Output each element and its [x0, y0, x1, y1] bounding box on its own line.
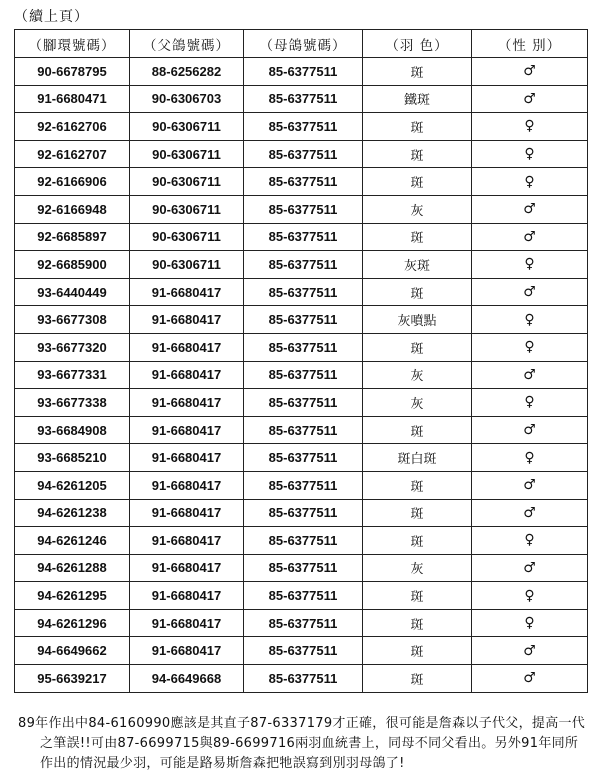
ring-number-cell: 93-6685210 [15, 444, 130, 472]
father-number-cell: 90-6306711 [130, 113, 244, 141]
father-number-cell: 90-6306703 [130, 85, 244, 113]
mother-number-cell: 85-6377511 [244, 168, 363, 196]
mother-number-cell: 85-6377511 [244, 195, 363, 223]
table-row [15, 333, 588, 361]
ring-number-cell: 94-6261238 [15, 499, 130, 527]
father-number-cell: 91-6680417 [130, 527, 244, 555]
mother-number-cell: 85-6377511 [244, 582, 363, 610]
feather-color-cell: 斑白斑 [363, 444, 472, 472]
father-number-cell: 91-6680417 [130, 306, 244, 334]
sex-cell: ♀ [472, 609, 588, 637]
father-number-cell: 91-6680417 [130, 609, 244, 637]
sex-cell: ♂ [472, 278, 588, 306]
ring-number-cell: 92-6166906 [15, 168, 130, 196]
mother-number-cell: 85-6377511 [244, 527, 363, 555]
mother-number-cell: 85-6377511 [244, 361, 363, 389]
column-header-sex: （性 別） [472, 30, 588, 58]
feather-color-cell: 灰 [363, 361, 472, 389]
feather-color-cell: 斑 [363, 140, 472, 168]
mother-number-cell: 85-6377511 [244, 306, 363, 334]
mother-number-cell: 85-6377511 [244, 113, 363, 141]
ring-number-cell: 94-6649662 [15, 637, 130, 665]
table-row [15, 140, 588, 168]
mother-number-cell: 85-6377511 [244, 58, 363, 86]
sex-cell: ♂ [472, 416, 588, 444]
table-row [15, 361, 588, 389]
feather-color-cell: 斑 [363, 527, 472, 555]
table-row [15, 58, 588, 86]
table-row [15, 471, 588, 499]
ring-number-cell: 95-6639217 [15, 665, 130, 693]
father-number-cell: 91-6680417 [130, 499, 244, 527]
mother-number-cell: 85-6377511 [244, 554, 363, 582]
ring-number-cell: 93-6440449 [15, 278, 130, 306]
feather-color-cell: 斑 [363, 665, 472, 693]
column-header-ring-number: （腳環號碼） [15, 30, 130, 58]
father-number-cell: 90-6306711 [130, 140, 244, 168]
father-number-cell: 90-6306711 [130, 195, 244, 223]
mother-number-cell: 85-6377511 [244, 140, 363, 168]
ring-number-cell: 92-6166948 [15, 195, 130, 223]
father-number-cell: 91-6680417 [130, 416, 244, 444]
sex-cell: ♂ [472, 471, 588, 499]
father-number-cell: 90-6306711 [130, 168, 244, 196]
footnote [18, 714, 588, 774]
ring-number-cell: 94-6261295 [15, 582, 130, 610]
mother-number-cell: 85-6377511 [244, 471, 363, 499]
table-row [15, 499, 588, 527]
sex-cell: ♀ [472, 306, 588, 334]
father-number-cell: 91-6680417 [130, 333, 244, 361]
ring-number-cell: 93-6677338 [15, 389, 130, 417]
column-header-father-number: （父鴿號碼） [130, 30, 244, 58]
table-row [15, 195, 588, 223]
feather-color-cell: 斑 [363, 637, 472, 665]
ring-number-cell: 92-6685900 [15, 251, 130, 279]
table-row [15, 389, 588, 417]
father-number-cell: 91-6680417 [130, 361, 244, 389]
feather-color-cell: 斑 [363, 416, 472, 444]
father-number-cell: 91-6680417 [130, 554, 244, 582]
feather-color-cell: 灰斑 [363, 251, 472, 279]
father-number-cell: 91-6680417 [130, 389, 244, 417]
mother-number-cell: 85-6377511 [244, 278, 363, 306]
ring-number-cell: 90-6678795 [15, 58, 130, 86]
mother-number-cell: 85-6377511 [244, 333, 363, 361]
mother-number-cell: 85-6377511 [244, 665, 363, 693]
sex-cell: ♂ [472, 665, 588, 693]
feather-color-cell: 斑 [363, 223, 472, 251]
sex-cell: ♂ [472, 637, 588, 665]
table-row [15, 665, 588, 693]
ring-number-cell: 93-6677320 [15, 333, 130, 361]
mother-number-cell: 85-6377511 [244, 499, 363, 527]
ring-number-cell: 91-6680471 [15, 85, 130, 113]
father-number-cell: 91-6680417 [130, 444, 244, 472]
ring-number-cell: 94-6261205 [15, 471, 130, 499]
mother-number-cell: 85-6377511 [244, 444, 363, 472]
table-row [15, 637, 588, 665]
father-number-cell: 88-6256282 [130, 58, 244, 86]
feather-color-cell: 灰噴點 [363, 306, 472, 334]
feather-color-cell: 灰 [363, 195, 472, 223]
sex-cell: ♂ [472, 361, 588, 389]
column-header-mother-number: （母鴿號碼） [244, 30, 363, 58]
mother-number-cell: 85-6377511 [244, 85, 363, 113]
table-row [15, 444, 588, 472]
table-row [15, 251, 588, 279]
father-number-cell: 91-6680417 [130, 582, 244, 610]
feather-color-cell: 斑 [363, 333, 472, 361]
ring-number-cell: 92-6162707 [15, 140, 130, 168]
sex-cell: ♀ [472, 168, 588, 196]
father-number-cell: 91-6680417 [130, 278, 244, 306]
continued-header: （續上頁） [14, 9, 89, 25]
table-row [15, 609, 588, 637]
footnote-text: 89年作出中84-6160990應該是其直子87-6337179才正確，很可能是詹森以子代父，提高一代之筆誤!!可由87-6699715與89-6699716兩羽血統書上，同母不同父看出。另外91年同所作出的情況最少羽，可能是路易斯詹森把牠誤寫到別羽母鴿了! [18, 716, 586, 771]
father-number-cell: 90-6306711 [130, 251, 244, 279]
mother-number-cell: 85-6377511 [244, 637, 363, 665]
sex-cell: ♀ [472, 389, 588, 417]
feather-color-cell: 鐵斑 [363, 85, 472, 113]
table-row [15, 582, 588, 610]
ring-number-cell: 93-6677331 [15, 361, 130, 389]
feather-color-cell: 灰 [363, 389, 472, 417]
sex-cell: ♀ [472, 251, 588, 279]
sex-cell: ♂ [472, 195, 588, 223]
feather-color-cell: 斑 [363, 471, 472, 499]
father-number-cell: 91-6680417 [130, 637, 244, 665]
sex-cell: ♀ [472, 140, 588, 168]
table-header-row [15, 30, 588, 58]
feather-color-cell: 斑 [363, 58, 472, 86]
ring-number-cell: 93-6677308 [15, 306, 130, 334]
table-row [15, 527, 588, 555]
sex-cell: ♀ [472, 113, 588, 141]
ring-number-cell: 93-6684908 [15, 416, 130, 444]
table-row [15, 554, 588, 582]
father-number-cell: 91-6680417 [130, 471, 244, 499]
sex-cell: ♂ [472, 85, 588, 113]
feather-color-cell: 灰 [363, 554, 472, 582]
table-row [15, 113, 588, 141]
feather-color-cell: 斑 [363, 609, 472, 637]
ring-number-cell: 92-6162706 [15, 113, 130, 141]
ring-number-cell: 92-6685897 [15, 223, 130, 251]
feather-color-cell: 斑 [363, 582, 472, 610]
mother-number-cell: 85-6377511 [244, 251, 363, 279]
table-row [15, 85, 588, 113]
table-row [15, 306, 588, 334]
table-row [15, 278, 588, 306]
sex-cell: ♀ [472, 527, 588, 555]
feather-color-cell: 斑 [363, 113, 472, 141]
sex-cell: ♂ [472, 58, 588, 86]
feather-color-cell: 斑 [363, 499, 472, 527]
ring-number-cell: 94-6261288 [15, 554, 130, 582]
father-number-cell: 90-6306711 [130, 223, 244, 251]
sex-cell: ♀ [472, 444, 588, 472]
sex-cell: ♂ [472, 223, 588, 251]
table-body [15, 58, 588, 693]
sex-cell: ♂ [472, 499, 588, 527]
sex-cell: ♀ [472, 333, 588, 361]
column-header-feather-color: （羽 色） [363, 30, 472, 58]
sex-cell: ♂ [472, 554, 588, 582]
mother-number-cell: 85-6377511 [244, 416, 363, 444]
table-row [15, 416, 588, 444]
mother-number-cell: 85-6377511 [244, 609, 363, 637]
pedigree-table [14, 29, 588, 693]
sex-cell: ♀ [472, 582, 588, 610]
table-row [15, 168, 588, 196]
table-row [15, 223, 588, 251]
mother-number-cell: 85-6377511 [244, 389, 363, 417]
ring-number-cell: 94-6261246 [15, 527, 130, 555]
feather-color-cell: 斑 [363, 278, 472, 306]
feather-color-cell: 斑 [363, 168, 472, 196]
ring-number-cell: 94-6261296 [15, 609, 130, 637]
father-number-cell: 94-6649668 [130, 665, 244, 693]
mother-number-cell: 85-6377511 [244, 223, 363, 251]
